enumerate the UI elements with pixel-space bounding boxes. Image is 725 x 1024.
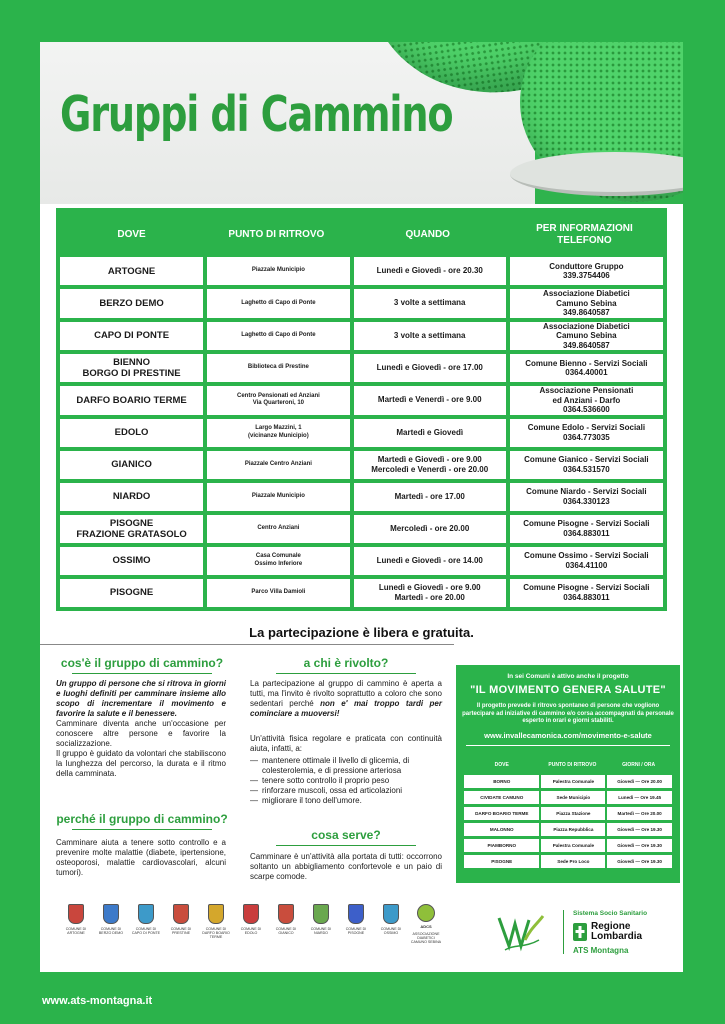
cell-quando: Martedì e Venerdì - ore 9.00 <box>350 386 506 415</box>
list-item: — tenere sotto controllo il proprio peso <box>250 776 442 786</box>
cell-ora: Giovedì — Ore 19.30 <box>605 855 672 868</box>
crest-icon <box>138 904 154 924</box>
column-header: QUANDO <box>405 228 450 240</box>
mgs-description: Il progetto prevede il ritrovo spontaneo di persone che vogliono partecipare ad iniziative di cammino e/o corsa accompagnati da personale esperto in orari e giorni stabiliti. <box>462 703 674 724</box>
cell-quando: Lunedì e Giovedì - ore 17.00 <box>350 354 506 382</box>
cell-dove: PISOGNE FRAZIONE GRATASOLO <box>60 515 203 543</box>
regione-label: Regione <box>591 921 631 932</box>
cell-ora: Martedì — Ore 20.00 <box>605 807 672 820</box>
cell-info: Comune Ossimo - Servizi Sociali 0364.41100 <box>506 547 663 575</box>
table-row <box>60 354 663 382</box>
serve-text: Camminare è un'attività alla portata di tutti: occorrono soltanto un abbigliamento confortevole e un paio di scarpe comode. <box>250 852 442 881</box>
municipal-logo <box>200 904 232 940</box>
logo-label: COMUNE DI BERZO DEMO <box>98 927 124 936</box>
page-title: Gruppi di Cammino <box>60 86 453 143</box>
cose-text <box>56 679 226 779</box>
cell-quando: Martedì e Giovedì - ore 9.00 Mercoledì e Venerdì - ore 20.00 <box>350 451 506 479</box>
cell-dove: OSSIMO <box>60 547 203 575</box>
hero-banner <box>40 42 683 204</box>
logo-label: COMUNE DI PISOGNE <box>345 927 367 936</box>
cose-p2: Il gruppo è guidato da volontari che stabiliscono la lunghezza del percorso, la durata e il ritmo della camminata. <box>56 749 226 778</box>
crest-icon <box>313 904 329 924</box>
municipal-logo <box>410 904 442 945</box>
ats-mark-icon <box>495 910 545 954</box>
cell-dove: GIANICO <box>60 451 203 479</box>
cell-punto: Largo Mazzini, 1 (vicinanze Municipio) <box>203 419 350 447</box>
table-row <box>60 419 663 447</box>
regione-lombardia-label <box>591 922 642 942</box>
cell-info: Comune Pisogne - Servizi Sociali 0364.883011 <box>506 579 663 607</box>
schedule-table-body <box>60 257 663 607</box>
cell-dove: BERZO DEMO <box>60 289 203 318</box>
municipal-logo <box>165 904 197 935</box>
table-row <box>60 322 663 351</box>
footer-url[interactable]: www.ats-montagna.it <box>42 995 153 1007</box>
logo-label: COMUNE DI EDOLO <box>240 927 262 936</box>
cell-punto: Parco Villa Damioli <box>203 579 350 607</box>
crest-icon <box>417 904 435 922</box>
achi-text-a: La partecipazione al gruppo di cammino è aperta a tutti, ma l'invito è rivolto soprattutto a coloro che sono sedentari perché <box>250 679 442 708</box>
cell-quando: Lunedì e Giovedì - ore 14.00 <box>350 547 506 575</box>
municipal-logo <box>95 904 127 935</box>
table-row <box>464 775 672 788</box>
mgs-table-header <box>464 758 672 772</box>
heading-underline <box>276 845 416 846</box>
lombardia-label: Lombardia <box>591 931 643 942</box>
column-header: DOVE <box>117 228 146 240</box>
cell-quando: 3 volte a settimana <box>350 322 506 351</box>
mgs-intro: In sei Comuni è attivo anche il progetto <box>507 673 629 680</box>
cell-ora: Giovedì — Ore 20.00 <box>605 775 672 788</box>
crest-icon <box>383 904 399 924</box>
municipal-logo <box>235 904 267 935</box>
municipal-logo <box>375 904 407 935</box>
heading-serve: cosa serve? <box>311 828 381 842</box>
crest-icon <box>68 904 84 924</box>
logo-label: COMUNE DI PRESTINE <box>170 927 192 936</box>
divider <box>40 644 454 645</box>
heading-perche: perché il gruppo di cammino? <box>56 812 228 826</box>
crest-icon <box>348 904 364 924</box>
mgs-url: www.invallecamonica.com/movimento-e-salute <box>484 731 652 740</box>
cell-punto: Palestra Comunale <box>539 775 605 788</box>
table-row <box>464 807 672 820</box>
logo-label: COMUNE DI OSSIMO <box>380 927 402 936</box>
table-row <box>60 483 663 511</box>
crest-icon <box>278 904 294 924</box>
cell-dove: CIVIDATE CAMUNO <box>464 791 539 804</box>
perche-text: Camminare aiuta a tenere sotto controllo e a prevenire molte malattie (diabete, ipertensione, osteoporosi, malattie cardiovascolari, alcuni tumori). <box>56 838 226 877</box>
heading-underline <box>72 829 212 830</box>
crest-icon <box>173 904 189 924</box>
heading-achi: a chi è rivolto? <box>303 656 389 670</box>
column-header: DOVE <box>494 762 509 768</box>
cell-punto: Piazza Stazione <box>539 807 605 820</box>
logo-label: COMUNE DI CAPO DI PONTE <box>131 927 161 936</box>
cell-info: Comune Bienno - Servizi Sociali 0364.40001 <box>506 354 663 382</box>
list-item: — rinforzare muscoli, ossa ed articolazioni <box>250 786 442 796</box>
cell-ora: Lunedì — Ore 19.45 <box>605 791 672 804</box>
municipal-logo <box>340 904 372 935</box>
mgs-table <box>464 755 672 871</box>
cell-ora: Giovedì — Ore 19.30 <box>605 823 672 836</box>
tagline: La partecipazione è libera e gratuita. <box>249 625 474 640</box>
cell-ora: Giovedì — Ore 19.30 <box>605 839 672 852</box>
cell-dove: NIARDO <box>60 483 203 511</box>
movimento-genera-salute-box <box>456 665 680 883</box>
municipal-logo <box>60 904 92 935</box>
mgs-url-underline <box>466 745 670 746</box>
benefits-list <box>250 756 442 806</box>
cell-dove: BORNO <box>464 775 539 788</box>
column-header: PUNTO DI RITROVO <box>548 762 597 768</box>
cell-punto: Palestra Comunale <box>539 839 605 852</box>
municipal-logo <box>270 904 302 935</box>
achi-p2: Un'attività fisica regolare e praticata con continuità aiuta, infatti, a: <box>250 734 442 753</box>
cell-quando: 3 volte a settimana <box>350 289 506 318</box>
logo-badge: ADCS <box>420 924 432 929</box>
ats-montagna-label: ATS Montagna <box>573 946 629 955</box>
table-row <box>60 579 663 607</box>
list-item: — mantenere ottimale il livello di glicemia, di colesterolemia, e di pressione arteriosa <box>250 756 442 776</box>
logo-label: COMUNE DI DARFO BOARIO TERME <box>202 927 230 940</box>
table-row <box>464 791 672 804</box>
cell-punto: Piazzale Centro Anziani <box>203 451 350 479</box>
cell-dove: DARFO BOARIO TERME <box>60 386 203 415</box>
table-row <box>464 855 672 868</box>
column-header: GIORNI / ORA <box>622 762 656 768</box>
cell-dove: ARTOGNE <box>60 257 203 285</box>
cell-info: Associazione Diabetici Camuno Sebina 349.8640587 <box>506 322 663 351</box>
cell-dove: PISOGNE <box>464 855 539 868</box>
regione-lombardia-cross-icon <box>573 923 587 941</box>
heading-underline <box>72 673 212 674</box>
cell-dove: CAPO DI PONTE <box>60 322 203 351</box>
cell-info: Comune Pisogne - Servizi Sociali 0364.883011 <box>506 515 663 543</box>
cell-punto: Piazzale Municipio <box>203 257 350 285</box>
cell-dove: MALONNO <box>464 823 539 836</box>
cell-quando: Lunedì e Giovedì - ore 9.00 Martedì - ore 20.00 <box>350 579 506 607</box>
cell-punto: Sede Municipio <box>539 791 605 804</box>
heading-cose: cos'è il gruppo di cammino? <box>60 656 224 670</box>
cell-punto: Casa Comunale Ossimo Inferiore <box>203 547 350 575</box>
cell-punto: Centro Pensionati ed Anziani Via Quarteroni, 10 <box>203 386 350 415</box>
cell-punto: Piazza Repubblica <box>539 823 605 836</box>
ats-sss-label: Sistema Socio Sanitario <box>573 910 648 917</box>
ats-montagna-logo <box>495 910 675 960</box>
column-header: PER INFORMAZIONI TELEFONO <box>536 222 633 246</box>
cell-dove: PIAMBORNO <box>464 839 539 852</box>
cell-dove: BIENNO BORGO DI PRESTINE <box>60 354 203 382</box>
logo-label: COMUNE DI ARTOGNE <box>65 927 87 936</box>
achi-text <box>250 679 442 719</box>
cell-quando: Lunedì e Giovedì - ore 20.30 <box>350 257 506 285</box>
cell-info: Associazione Diabetici Camuno Sebina 349.8640587 <box>506 289 663 318</box>
table-row <box>60 515 663 543</box>
cell-info: Associazione Pensionati ed Anziani - Darfo 0364.536600 <box>506 386 663 415</box>
logo-label: COMUNE DI GIANICO <box>275 927 297 936</box>
table-row <box>60 257 663 285</box>
ats-divider <box>563 910 564 954</box>
cell-punto: Biblioteca di Prestine <box>203 354 350 382</box>
cell-punto: Sede Pro Loco <box>539 855 605 868</box>
schedule-table-header <box>60 216 663 253</box>
table-row <box>60 386 663 415</box>
crest-icon <box>243 904 259 924</box>
schedule-table-panel <box>56 208 667 611</box>
column-header: PUNTO DI RITROVO <box>228 228 325 240</box>
cell-punto: Piazzale Municipio <box>203 483 350 511</box>
cell-punto: Laghetto di Capo di Ponte <box>203 289 350 318</box>
table-row <box>60 451 663 479</box>
cell-info: Conduttore Gruppo 339.3754406 <box>506 257 663 285</box>
table-row <box>464 823 672 836</box>
cell-punto: Laghetto di Capo di Ponte <box>203 322 350 351</box>
municipal-logo <box>130 904 162 935</box>
mgs-table-body <box>464 775 672 868</box>
crest-icon <box>208 904 224 924</box>
schedule-table <box>60 212 663 611</box>
cell-dove: PISOGNE <box>60 579 203 607</box>
cose-lead: Un gruppo di persone che si ritrova in giorni e luoghi definiti per camminare insieme allo scopo di incrementare il movimento e favorire la salute e il benessere. <box>56 679 226 718</box>
logo-label: COMUNE DI NIARDO <box>310 927 332 936</box>
heading-underline <box>276 673 416 674</box>
cell-quando: Martedì - ore 17.00 <box>350 483 506 511</box>
table-row <box>60 547 663 575</box>
municipal-logo <box>305 904 337 935</box>
cell-dove: DARFO BOARIO TERME <box>464 807 539 820</box>
cell-quando: Mercoledì - ore 20.00 <box>350 515 506 543</box>
logo-label: ASSOCIAZIONE DIABETICI CAMUNO SEBINA <box>410 932 442 945</box>
achi-text-b: non e' mai troppo tardi per cominciare a muoversi! <box>250 699 442 718</box>
cell-info: Comune Gianico - Servizi Sociali 0364.531570 <box>506 451 663 479</box>
cell-info: Comune Niardo - Servizi Sociali 0364.330123 <box>506 483 663 511</box>
table-row <box>60 289 663 318</box>
cell-quando: Martedì e Giovedì <box>350 419 506 447</box>
cell-info: Comune Edolo - Servizi Sociali 0364.773035 <box>506 419 663 447</box>
cell-punto: Centro Anziani <box>203 515 350 543</box>
list-item: — migliorare il tono dell'umore. <box>250 796 442 806</box>
poster-sheet <box>40 42 683 972</box>
cell-dove: EDOLO <box>60 419 203 447</box>
partner-logos <box>60 904 460 954</box>
cose-p1: Camminare diventa anche un'occasione per conoscere altre persone e favorire la socializzazione. <box>56 719 226 748</box>
table-row <box>464 839 672 852</box>
crest-icon <box>103 904 119 924</box>
mgs-title: "IL MOVIMENTO GENERA SALUTE" <box>470 684 666 696</box>
